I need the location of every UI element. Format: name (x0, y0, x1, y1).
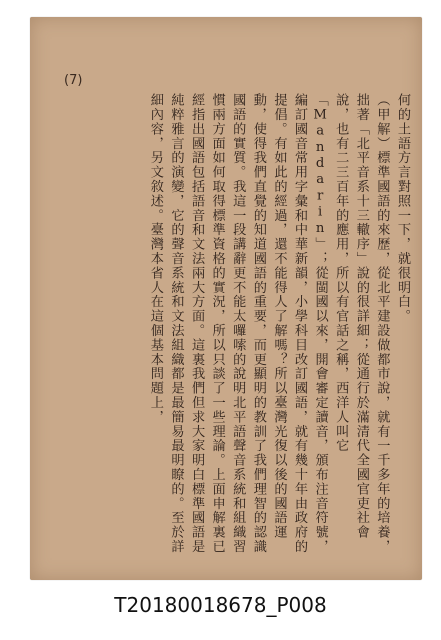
body-text (70, 93, 412, 555)
document-page (30, 17, 422, 580)
paragraph: 何的土語方言對照一下，就很明白。 (395, 93, 410, 324)
image-caption: T20180018678_P008 (114, 593, 327, 617)
page-number: (7) (64, 73, 83, 88)
paragraph: （甲解）標準國語的來歷，從北平建設做都市說，就有一千多年的培養，拙著「北平音系十三轍序」說的很詳細；從通行於滿清代全國官吏社會說，也有二三百年的應用，所以有官話之稱，西洋人叫它「Mandarin」；從閩國以來，開會審定讀音，頒布注音符號，編訂國音常用字彙和中華新韻，小學科目改訂國語，就有幾十年由政府的提倡。有如此的經過，還不能得人了解嗎？所以臺灣光復以後的國語運動，使得我們直覺的知道國語的重要，而更顯明的教訓了我們理智的認識國語的實質。我這一段講辭更不能太囉嗦的說明北平語聲音系統和組織習慣兩方面如何取得標準資格的實況，所以只談了一些理論。上面申解裏已經指出國語包括語音和文法兩大方面。這裏我們但求大家明白標準國語是純粹雅言的演變，它的聲音系統和文法組織都是最簡易最明瞭的。至於詳細內容，另文敘述。臺灣本省人在這個基本問題上， (147, 93, 390, 554)
